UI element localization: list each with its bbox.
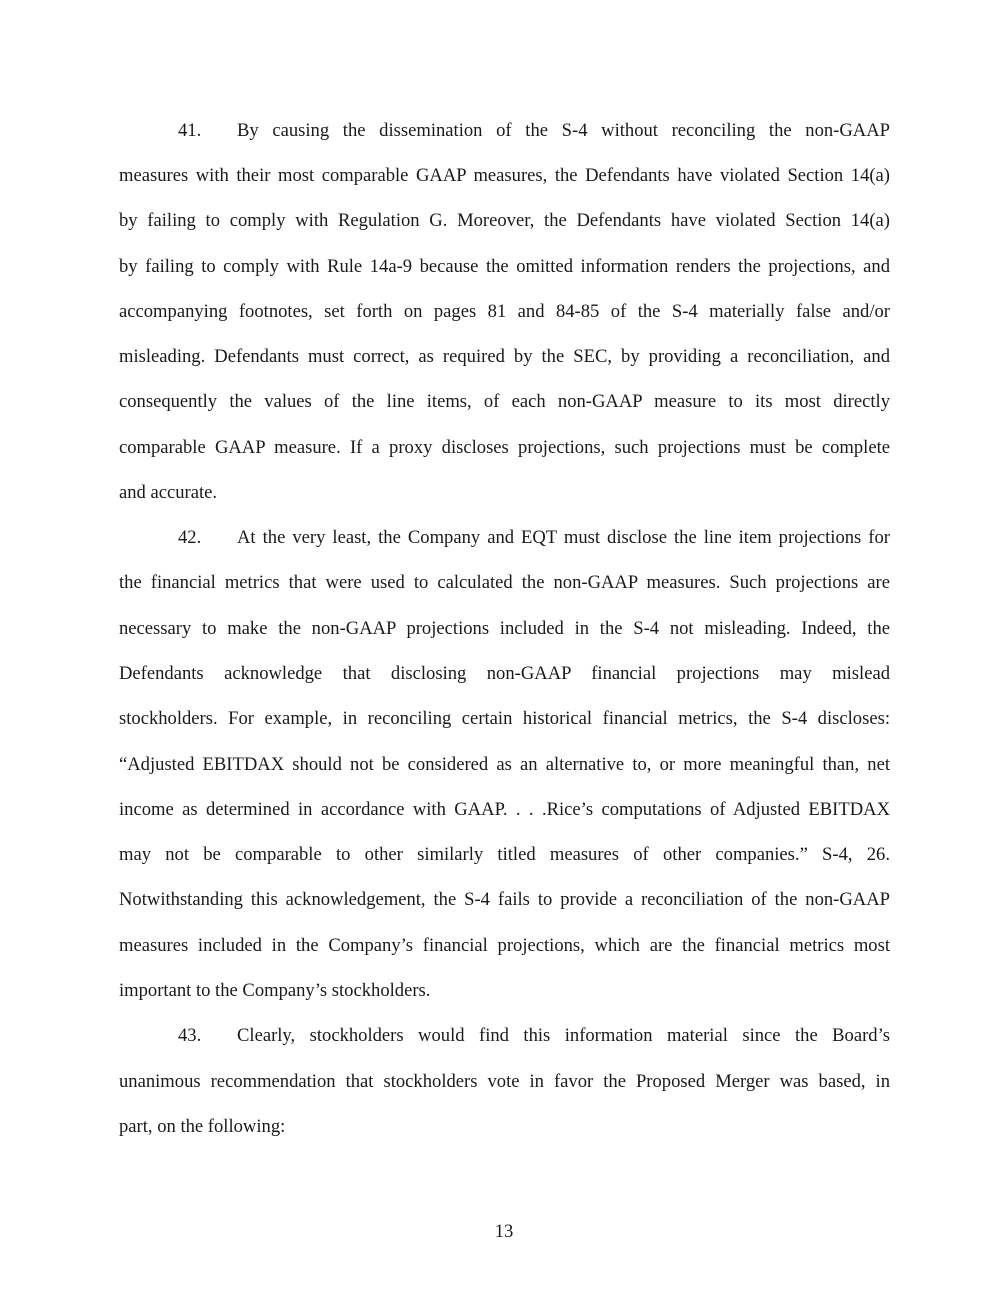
paragraph-42-line-9: Notwithstanding this acknowledgement, the S-4 fails to provide a reconciliation of the non-GAAP xyxy=(119,889,890,910)
paragraph-text: By causing the dissemination of the S-4 without reconciling the non-GAAP xyxy=(237,120,890,141)
paragraph-42-line-2: the financial metrics that were used to calculated the non-GAAP measures. Such projections are xyxy=(119,572,890,593)
paragraph-42-line-7: income as determined in accordance with GAAP. . . .Rice’s computations of Adjusted EBITDAX xyxy=(119,799,890,820)
paragraph-number: 43. xyxy=(178,1025,202,1046)
paragraph-number: 42. xyxy=(178,527,202,548)
paragraph-42-line-4: Defendants acknowledge that disclosing non-GAAP financial projections may mislead xyxy=(119,663,890,684)
paragraph-41-line-2: measures with their most comparable GAAP measures, the Defendants have violated Section 14(a) xyxy=(119,165,890,186)
paragraph-41-line-5: accompanying footnotes, set forth on pages 81 and 84-85 of the S-4 materially false and/or xyxy=(119,301,890,322)
paragraph-42-line-1 xyxy=(119,527,890,549)
paragraph-41-line-7: consequently the values of the line items, of each non-GAAP measure to its most directly xyxy=(119,391,890,412)
paragraph-41-line-6: misleading. Defendants must correct, as required by the SEC, by providing a reconciliation, and xyxy=(119,346,890,367)
paragraph-41-line-4: by failing to comply with Rule 14a-9 because the omitted information renders the projections, and xyxy=(119,256,890,277)
paragraph-42-line-6: “Adjusted EBITDAX should not be considered as an alternative to, or more meaningful than, net xyxy=(119,754,890,775)
paragraph-number: 41. xyxy=(178,120,202,141)
paragraph-41-line-1 xyxy=(119,120,890,142)
paragraph-text: Clearly, stockholders would find this information material since the Board’s xyxy=(237,1025,890,1046)
paragraph-43-line-1 xyxy=(119,1025,890,1047)
paragraph-42-line-10: measures included in the Company’s financial projections, which are the financial metrics most xyxy=(119,935,890,956)
paragraph-41-line-9: and accurate. xyxy=(119,482,218,503)
paragraph-42-line-5: stockholders. For example, in reconciling certain historical financial metrics, the S-4 discloses: xyxy=(119,708,890,729)
paragraph-43-line-2: unanimous recommendation that stockholders vote in favor the Proposed Merger was based, in xyxy=(119,1071,890,1092)
paragraph-41-line-8: comparable GAAP measure. If a proxy discloses projections, such projections must be complete xyxy=(119,437,890,458)
paragraph-42-line-3: necessary to make the non-GAAP projections included in the S-4 not misleading. Indeed, the xyxy=(119,618,890,639)
page-number: 13 xyxy=(494,1221,514,1242)
paragraph-42-line-8: may not be comparable to other similarly titled measures of other companies.” S-4, 26. xyxy=(119,844,890,865)
paragraph-41-line-3: by failing to comply with Regulation G. Moreover, the Defendants have violated Section 14(a) xyxy=(119,210,890,231)
paragraph-43-line-3: part, on the following: xyxy=(119,1116,286,1137)
paragraph-text: At the very least, the Company and EQT must disclose the line item projections for xyxy=(237,527,890,548)
paragraph-42-line-11: important to the Company’s stockholders. xyxy=(119,980,431,1001)
